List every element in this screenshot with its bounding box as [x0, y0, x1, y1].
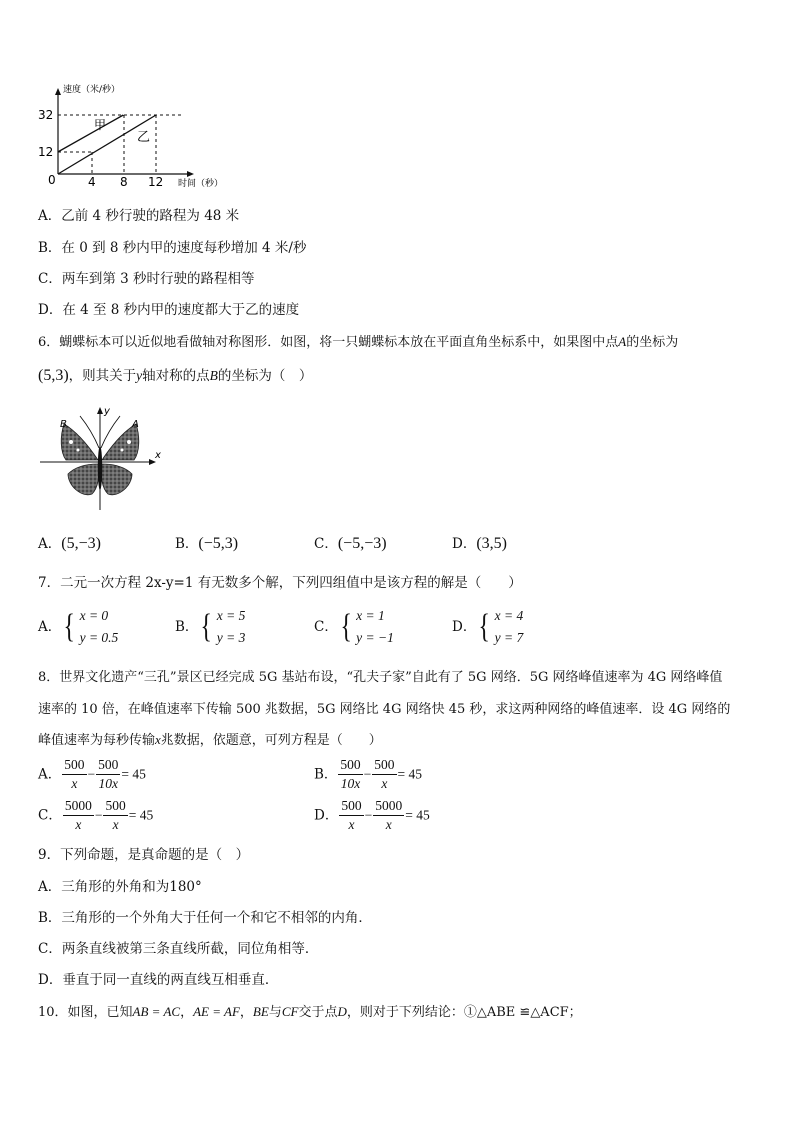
x-axis-label: 时间（秒） [178, 179, 224, 189]
q8-option-b: B． $\frac{500}{10x}$ − $\frac{500}{x}$ = 45 [314, 757, 423, 791]
q7-option-d: D．{ x = 4 y = 7 [452, 608, 524, 645]
q6-option-c: C．(−5,−3) [314, 535, 387, 552]
fig-label-a: A [132, 419, 139, 430]
fig-y-arrow [97, 407, 103, 414]
butterfly-figure [38, 402, 166, 512]
q6-stem-line1: 6．蝴蝶标本可以近似地看做轴对称图形．如图，将一只蝴蝶标本放在平面直角坐标系中，如果图中点A的坐标为 [38, 334, 679, 350]
series-yi-label: 乙 [137, 130, 151, 145]
wing-dot [127, 440, 131, 444]
x-tick-0: 0 [48, 173, 56, 187]
q5-option-d: D．在 4 至 8 秒内甲的速度都大于乙的速度 [38, 302, 300, 318]
q5-option-c: C．两车到第 3 秒时行驶的路程相等 [38, 271, 255, 287]
y-tick-12: 12 [38, 145, 54, 159]
q7-option-c: C．{ x = 1 y = −1 [314, 608, 394, 645]
x-tick-12: 12 [148, 175, 164, 189]
q10-stem: 10．如图，已知AB = AC，AE = AF，BE与CF交于点D，则对于下列结论：①△ABE ≌△ACF； [38, 1004, 582, 1020]
fig-label-b: B [60, 419, 67, 430]
y-axis-arrow [55, 88, 61, 95]
x-tick-4: 4 [88, 175, 96, 189]
q8-stem-line2: 速率的 10 倍，在峰值速率下传输 500 兆数据，5G 网络比 4G 网络快 45 秒，求这两种网络的峰值速率．设 4G 网络的 [38, 702, 731, 717]
q6-option-a: A．(5,−3) [38, 535, 101, 552]
q9-stem: 9．下列命题，是真命题的是（ ） [38, 847, 250, 863]
series-jia-label: 甲 [94, 118, 107, 132]
q9-option-d: D．垂直于同一直线的两直线互相垂直． [38, 972, 279, 988]
q6-option-b: B．(−5,3) [175, 535, 239, 552]
x-tick-8: 8 [120, 175, 128, 189]
q8-stem-line1: 8．世界文化遗产“三孔”景区已经完成 5G 基站布设，“孔夫子家”自此有了 5G 网络．5G 网络峰值速率为 4G 网络峰值 [38, 670, 723, 685]
q7-stem: 7．二元一次方程 2x-y=1 有无数多个解，下列四组值中是该方程的解是（ ） [38, 575, 522, 591]
q9-option-c: C．两条直线被第三条直线所截，同位角相等． [38, 941, 319, 957]
q6-option-d: D．(3,5) [452, 535, 507, 552]
q7-option-a: A．{ x = 0 y = 0.5 [38, 608, 119, 645]
right-lower-wing [101, 464, 132, 495]
speed-time-figure [30, 78, 260, 193]
q8-stem-line3: 峰值速率为每秒传输x兆数据，依题意，可列方程是（ ） [38, 732, 382, 748]
q9-option-b: B．三角形的一个外角大于任何一个和它不相邻的内角． [38, 910, 372, 926]
q6-stem-line2: (5,3)，则其关于y轴对称的点B的坐标为（ ） [38, 367, 313, 384]
y-axis-label: 速度（米/秒） [63, 85, 121, 95]
q9-option-a: A．三角形的外角和为180° [38, 879, 202, 895]
q5-option-b: B．在 0 到 8 秒内甲的速度每秒增加 4 米/秒 [38, 240, 307, 256]
x-axis-arrow [187, 171, 194, 177]
left-lower-wing [68, 464, 99, 495]
wing-dot [77, 449, 80, 452]
q8-option-a: A． $\frac{500}{x}$ − $\frac{500}{10x}$ = 45 [38, 757, 146, 791]
q8-option-d: D． $\frac{500}{x}$ − $\frac{5000}{x}$ = 45 [314, 798, 430, 832]
q6-point-a: A [618, 334, 627, 349]
q8-option-c: C． $\frac{5000}{x}$ − $\frac{500}{x}$ = 45 [38, 798, 154, 832]
q6-coord: (5,3) [38, 367, 69, 384]
series-jia-line [58, 115, 123, 152]
wing-dot [69, 440, 73, 444]
wing-dot [121, 449, 124, 452]
q5-option-a: A．乙前 4 秒行驶的路程为 48 米 [38, 208, 240, 224]
fig-label-y: y [104, 406, 110, 417]
q7-option-b: B．{ x = 5 y = 3 [175, 608, 246, 645]
fig-label-x: x [155, 450, 161, 461]
y-tick-32: 32 [38, 108, 54, 122]
